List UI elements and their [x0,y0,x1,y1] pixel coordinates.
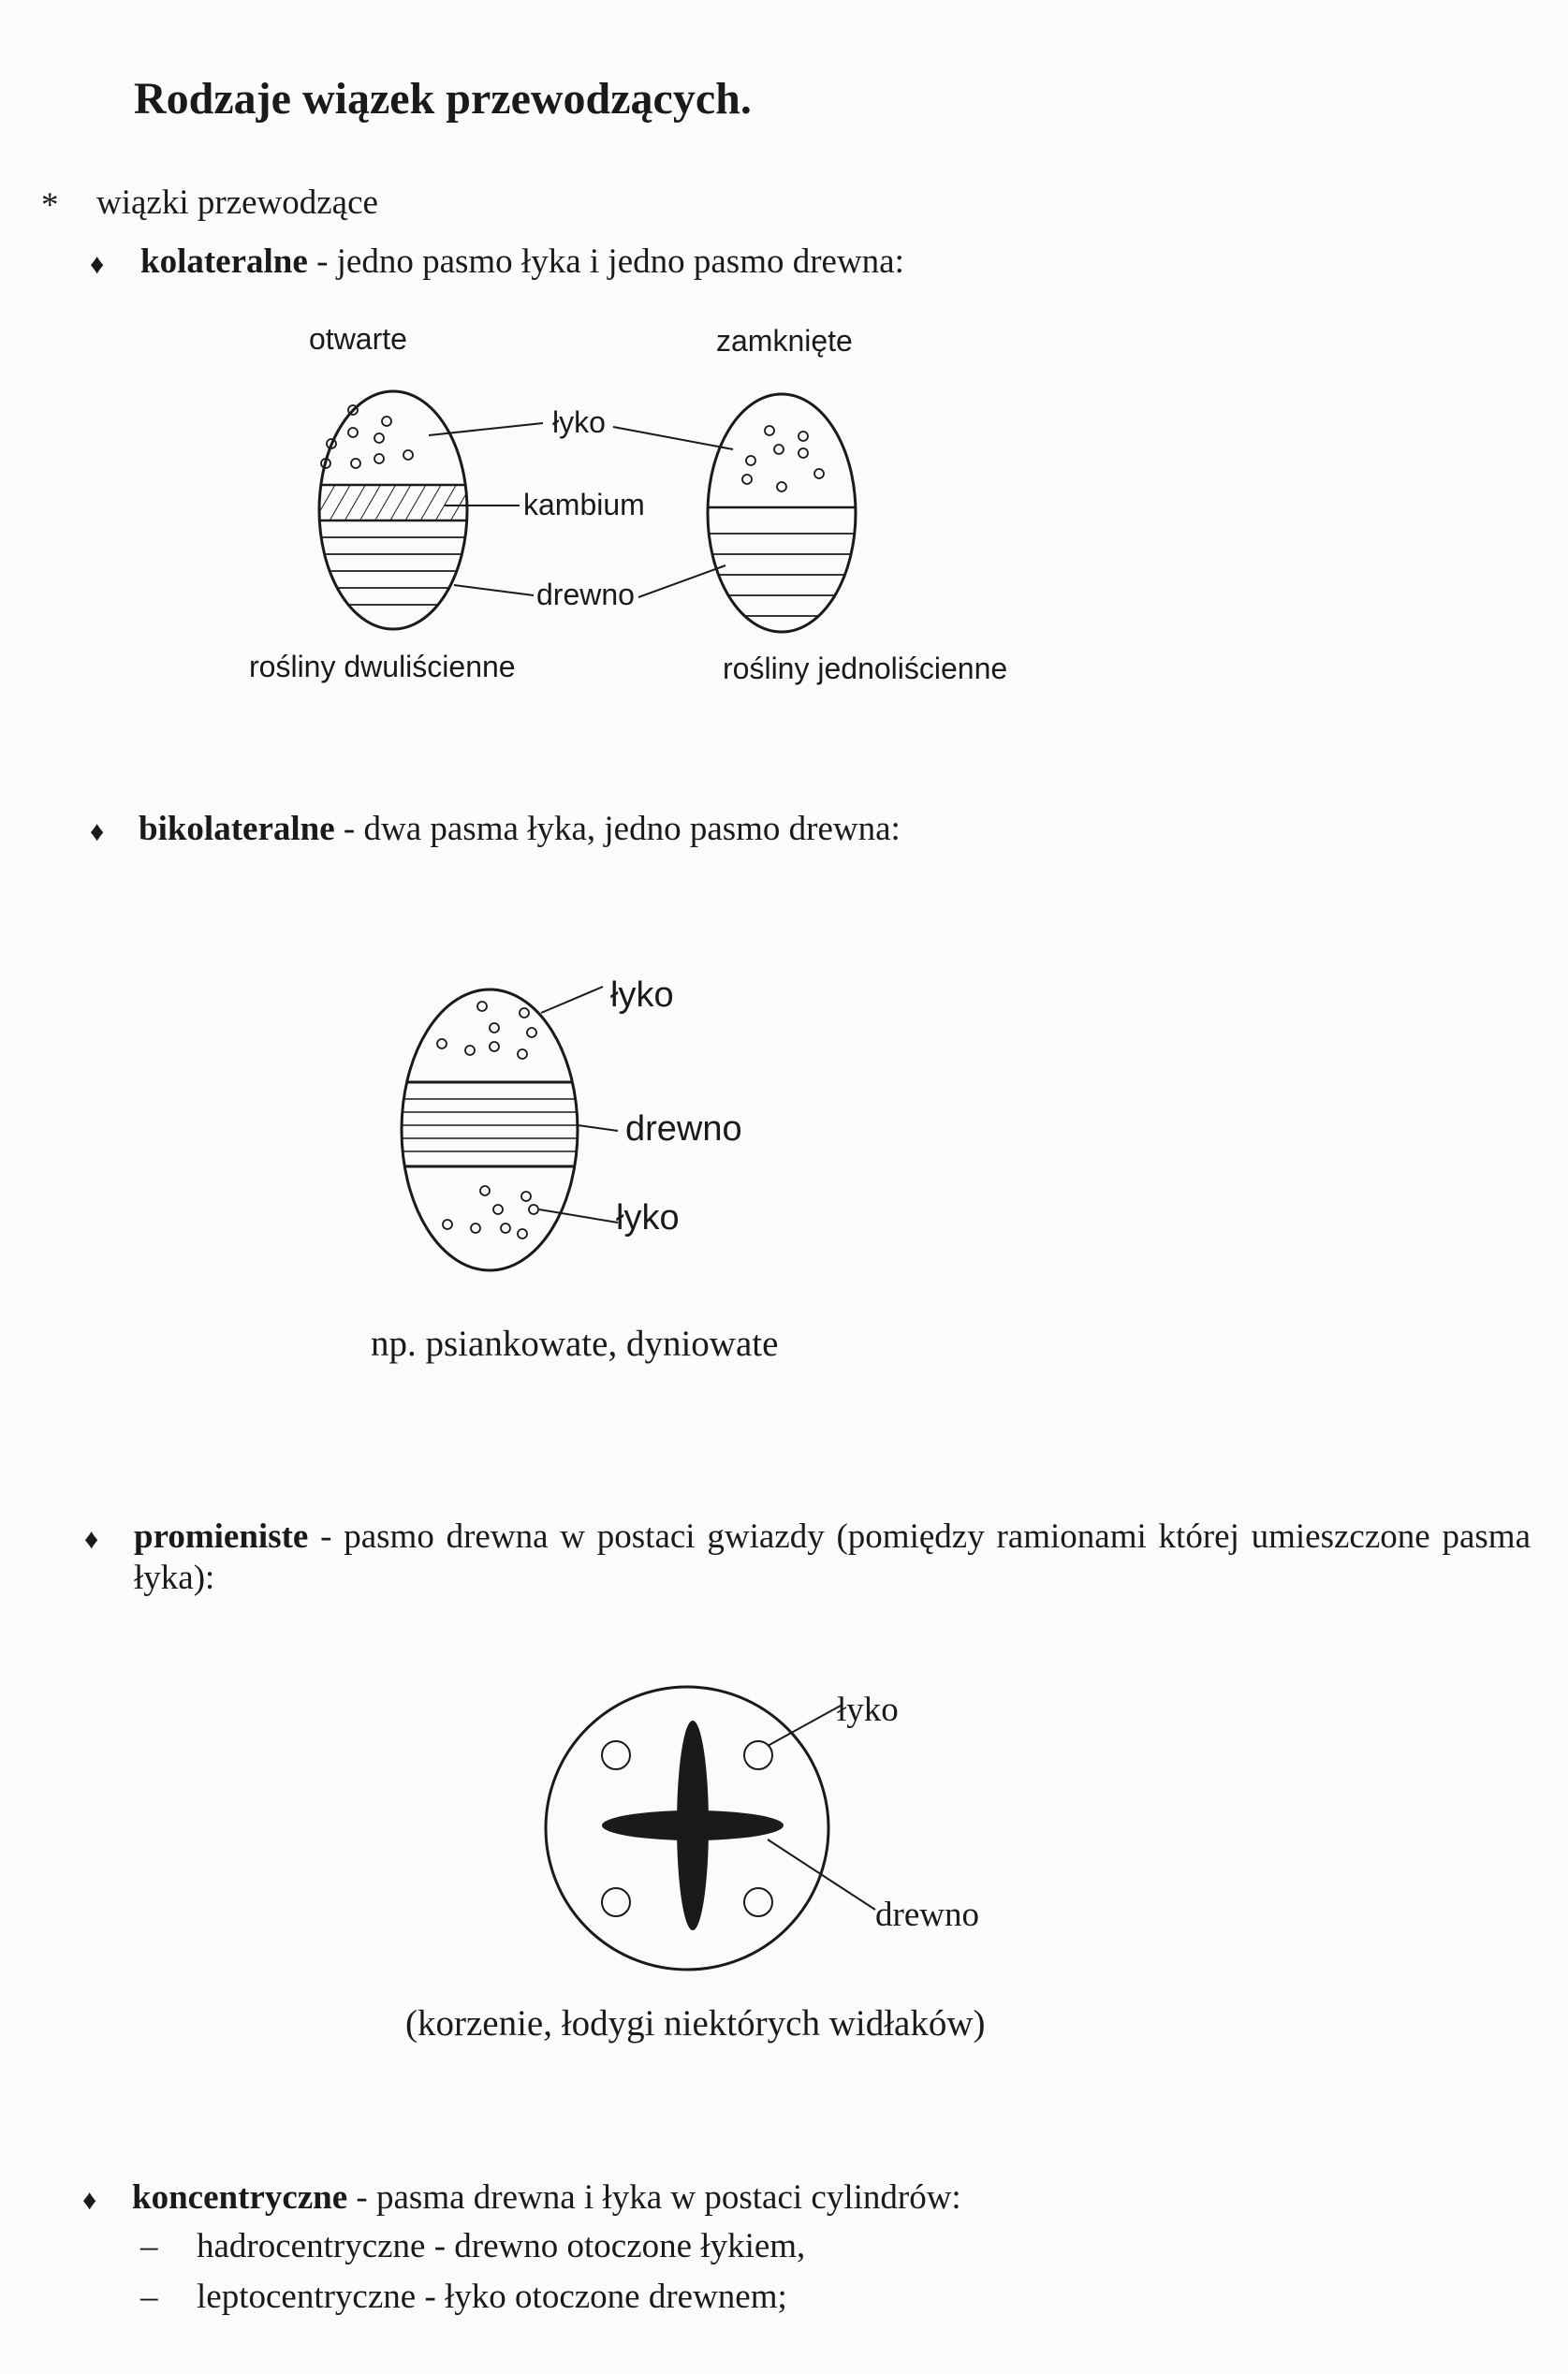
bikolateralne-line [139,809,901,850]
koncentryczne-item-text: leptocentryczne - łyko otoczone drewnem; [197,2278,787,2316]
dwuliscienne-caption: rośliny dwuliścienne [249,650,516,683]
page-title: Rodzaje wiązek przewodzących. [134,74,752,124]
promieniste-diagram [543,1685,1030,1975]
kolateralne-diagram [234,318,1077,711]
open-bundle [309,391,477,629]
bikolateralne-description: - dwa pasma łyka, jedno pasmo drewna: [334,810,901,848]
koncentryczne-item-dash: – [140,2227,158,2265]
bikolateralne-lyko-bottom-label: łyko [616,1198,680,1238]
jednoliscienne-caption: rośliny jednoliścienne [723,652,1008,685]
koncentryczne-item-text: hadrocentryczne - drewno otoczone łykiem, [197,2227,806,2265]
promieniste-paragraph [134,1517,1531,1600]
promieniste-lyko-label: łyko [837,1691,899,1729]
kolateralne-lyko-label: łyko [552,405,606,439]
bullet-icon: ♦ [90,249,105,280]
koncentryczne-item-dash: – [140,2278,158,2316]
intro-text: wiązki przewodzące [96,183,378,222]
promieniste-term: promieniste [134,1517,309,1556]
koncentryczne-term: koncentryczne [132,2178,348,2217]
closed-bundle [693,394,871,632]
kolateralne-line [140,242,904,283]
zamkniete-heading: zamknięte [716,324,853,358]
kolateralne-drewno-label: drewno [536,578,635,611]
bullet-icon: ♦ [90,816,105,847]
intro-marker: * [41,186,59,225]
bullet-icon: ♦ [82,2185,97,2216]
kolateralne-description: - jedno pasmo łyka i jedno pasmo drewna: [307,242,904,281]
bikolateralne-caption: np. psiankowate, dyniowate [371,1324,779,1364]
bikolateralne-lyko-top-label: łyko [610,975,674,1015]
promieniste-caption: (korzenie, łodygi niektórych widłaków) [405,2003,986,2044]
promieniste-drewno-label: drewno [875,1896,979,1934]
koncentryczne-description: - pasma drewna i łyka w postaci cylindrów: [347,2178,961,2217]
bikolateralne-drewno-label: drewno [625,1109,742,1149]
bullet-icon: ♦ [84,1524,99,1555]
promieniste-description: - pasmo drewna w postaci gwiazdy (pomiędzy ramionami której umieszczone pasma łyka): [134,1517,1531,1598]
kolateralne-term: kolateralne [140,242,308,281]
koncentryczne-line [132,2177,961,2219]
bikolateralne-diagram [393,964,824,1301]
bikolateralne-term: bikolateralne [139,810,335,848]
kambium-label: kambium [523,488,645,521]
otwarte-heading: otwarte [309,322,407,356]
